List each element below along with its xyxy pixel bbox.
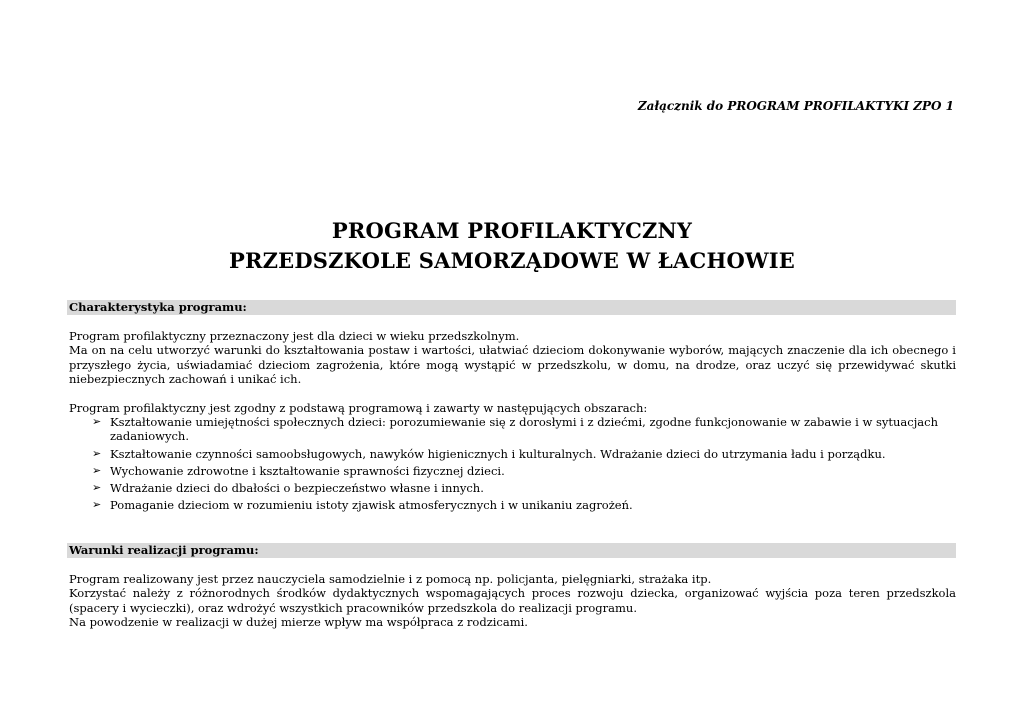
paragraph-intro: Program profilaktyczny przeznaczony jest dla dzieci w wieku przedszkolnym. bbox=[69, 329, 520, 343]
title-line-2: PRZEDSZKOLE SAMORZĄDOWE W ŁACHOWIE bbox=[229, 248, 795, 273]
list-item-text: Pomaganie dzieciom w rozumieniu istoty zjawisk atmosferycznych i w unikaniu zagrożeń. bbox=[110, 498, 633, 513]
list-item bbox=[92, 481, 956, 495]
list-item bbox=[92, 464, 956, 478]
paragraph-implementation: Program realizowany jest przez nauczyciela samodzielnie i z pomocą np. policjanta, pielęgniarki, strażaka itp. bbox=[69, 572, 712, 586]
document-title bbox=[0, 216, 1024, 276]
list-item bbox=[92, 415, 956, 444]
list-item-text: Wychowanie zdrowotne i kształtowanie sprawności fizycznej dzieci. bbox=[110, 463, 505, 478]
annex-note: Załącznik do PROGRAM PROFILAKTYKI ZPO 1 bbox=[637, 99, 954, 113]
arrowhead-bullet-icon: ➢ bbox=[92, 415, 102, 429]
list-item-text: Kształtowanie umiejętności społecznych dzieci: porozumiewanie się z dorosłymi i z dziećmi, zgodne funkcjonowanie w zabawie i w sytuacjach zadaniowych. bbox=[110, 415, 938, 444]
section-characteristics-body bbox=[69, 329, 956, 515]
list-item bbox=[92, 498, 956, 512]
section-heading-conditions: Warunki realizacji programu: bbox=[67, 543, 956, 558]
areas-list bbox=[69, 415, 956, 513]
section-conditions-body bbox=[69, 572, 956, 630]
paragraph-resources: Korzystać należy z różnorodnych środków dydaktycznych wspomagających proces rozwoju dziecka, organizować wyjścia poza teren przedszkola (spacery i wycieczki), oraz wdrożyć wszystkich pracowników przedszkola do realizacji programu. bbox=[69, 586, 956, 615]
list-item bbox=[92, 447, 956, 461]
title-line-1: PROGRAM PROFILAKTYCZNY bbox=[331, 218, 693, 243]
arrowhead-bullet-icon: ➢ bbox=[92, 481, 102, 495]
list-item-text: Kształtowanie czynności samoobsługowych, nawyków higienicznych i kulturalnych. Wdrażanie dzieci do utrzymania ładu i porządku. bbox=[110, 446, 886, 461]
arrowhead-bullet-icon: ➢ bbox=[92, 446, 102, 460]
list-item-text: Wdrażanie dzieci do dbałości o bezpieczeństwo własne i innych. bbox=[110, 481, 484, 496]
paragraph-goals: Ma on na celu utworzyć warunki do kształtowania postaw i wartości, ułatwiać dzieciom dokonywanie wyborów, mających znaczenie dla ich obecnego i przyszłego życia, uświadamiać dzieciom zagrożenia, które mogą wystąpić w przedszkolu, w domu, na drodze, oraz uczyć się przewidywać skutki niebezpiecznych zachowań i unikać ich. bbox=[69, 343, 956, 387]
paragraph-areas-intro: Program profilaktyczny jest zgodny z podstawą programową i zawarty w następujących obszarach: bbox=[69, 400, 648, 415]
paragraph-parents: Na powodzenie w realizacji w dużej mierze wpływ ma współpraca z rodzicami. bbox=[69, 615, 528, 630]
arrowhead-bullet-icon: ➢ bbox=[92, 463, 102, 477]
arrowhead-bullet-icon: ➢ bbox=[92, 498, 102, 512]
section-heading-characteristics: Charakterystyka programu: bbox=[67, 300, 956, 315]
